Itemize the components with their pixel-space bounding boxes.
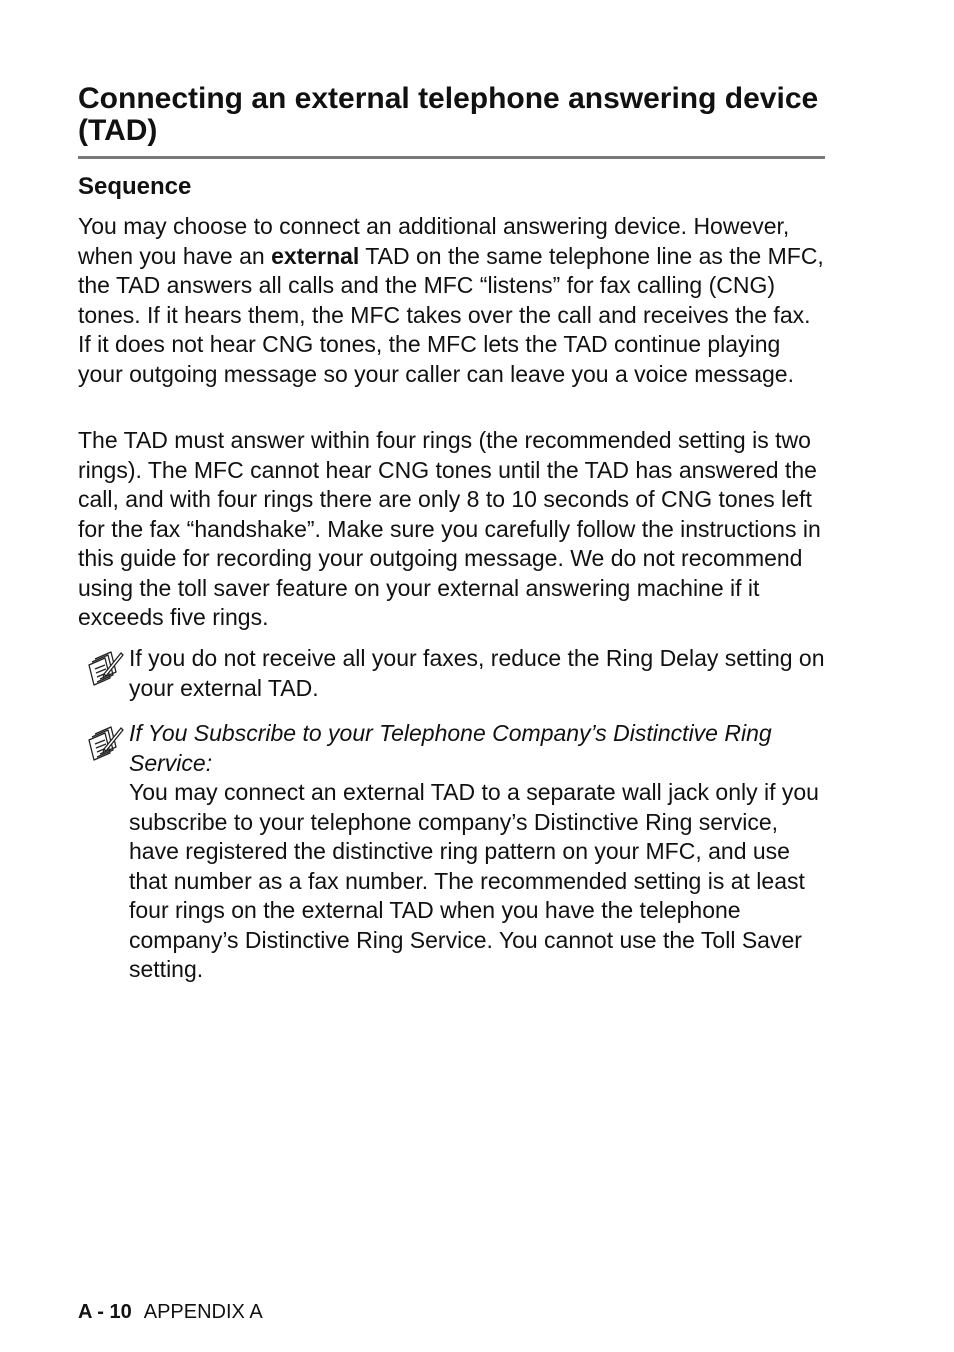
ring-delay-note-text: If you do not receive all your faxes, reduce the Ring Delay setting on your external TAD. <box>129 645 825 701</box>
footer-page-number: A - 10 <box>78 1301 132 1323</box>
ring-delay-note <box>86 644 830 703</box>
rings-paragraph: The TAD must answer within four rings (the recommended setting is two rings). The MFC cannot hear CNG tones until the TAD has answered the call, and with four rings there are only 8 to 10 seconds of CNG tones left for the fax “handshake”. Make sure you carefully follow the instructions in this guide for recording your outgoing message. We do not recommend using the toll saver feature on your external answering machine if it exceeds five rings. <box>78 427 821 630</box>
note-pencil-icon <box>86 650 124 690</box>
intro-paragraph <box>78 212 828 389</box>
intro-bold-word: external <box>271 242 360 269</box>
title-divider <box>78 156 825 159</box>
page-footer <box>78 1300 263 1324</box>
footer-section-label: APPENDIX A <box>143 1301 263 1323</box>
distinctive-ring-note-title: If You Subscribe to your Telephone Company’s Distinctive Ring Service: <box>129 720 772 776</box>
distinctive-ring-note <box>86 719 830 985</box>
distinctive-ring-note-text: You may connect an external TAD to a separate wall jack only if you subscribe to your telephone company’s Distinctive Ring service, have registered the distinctive ring pattern on your MFC, and use that number as a fax number. The recommended setting is at least four rings on the external TAD when you have the telephone company’s Distinctive Ring Service. You cannot use the Toll Saver setting. <box>129 779 819 982</box>
page-title: Connecting an external telephone answering device (TAD) <box>78 82 819 147</box>
distinctive-ring-note-body <box>129 719 830 985</box>
intro-text-end: TAD on the same telephone line as the MFC, the TAD answers all calls and the MFC “listens” for fax calling (CNG) tones. If it hears them, the MFC takes over the call and receives the fax. If it does not hear CNG tones, the MFC lets the TAD continue playing your outgoing message so your caller can leave you a voice message. <box>78 242 824 387</box>
intro-text-start: You may choose to connect an additional answering device. However, when you have an <box>78 213 790 269</box>
note-pencil-icon <box>86 725 124 765</box>
section-heading: Sequence <box>78 173 192 200</box>
